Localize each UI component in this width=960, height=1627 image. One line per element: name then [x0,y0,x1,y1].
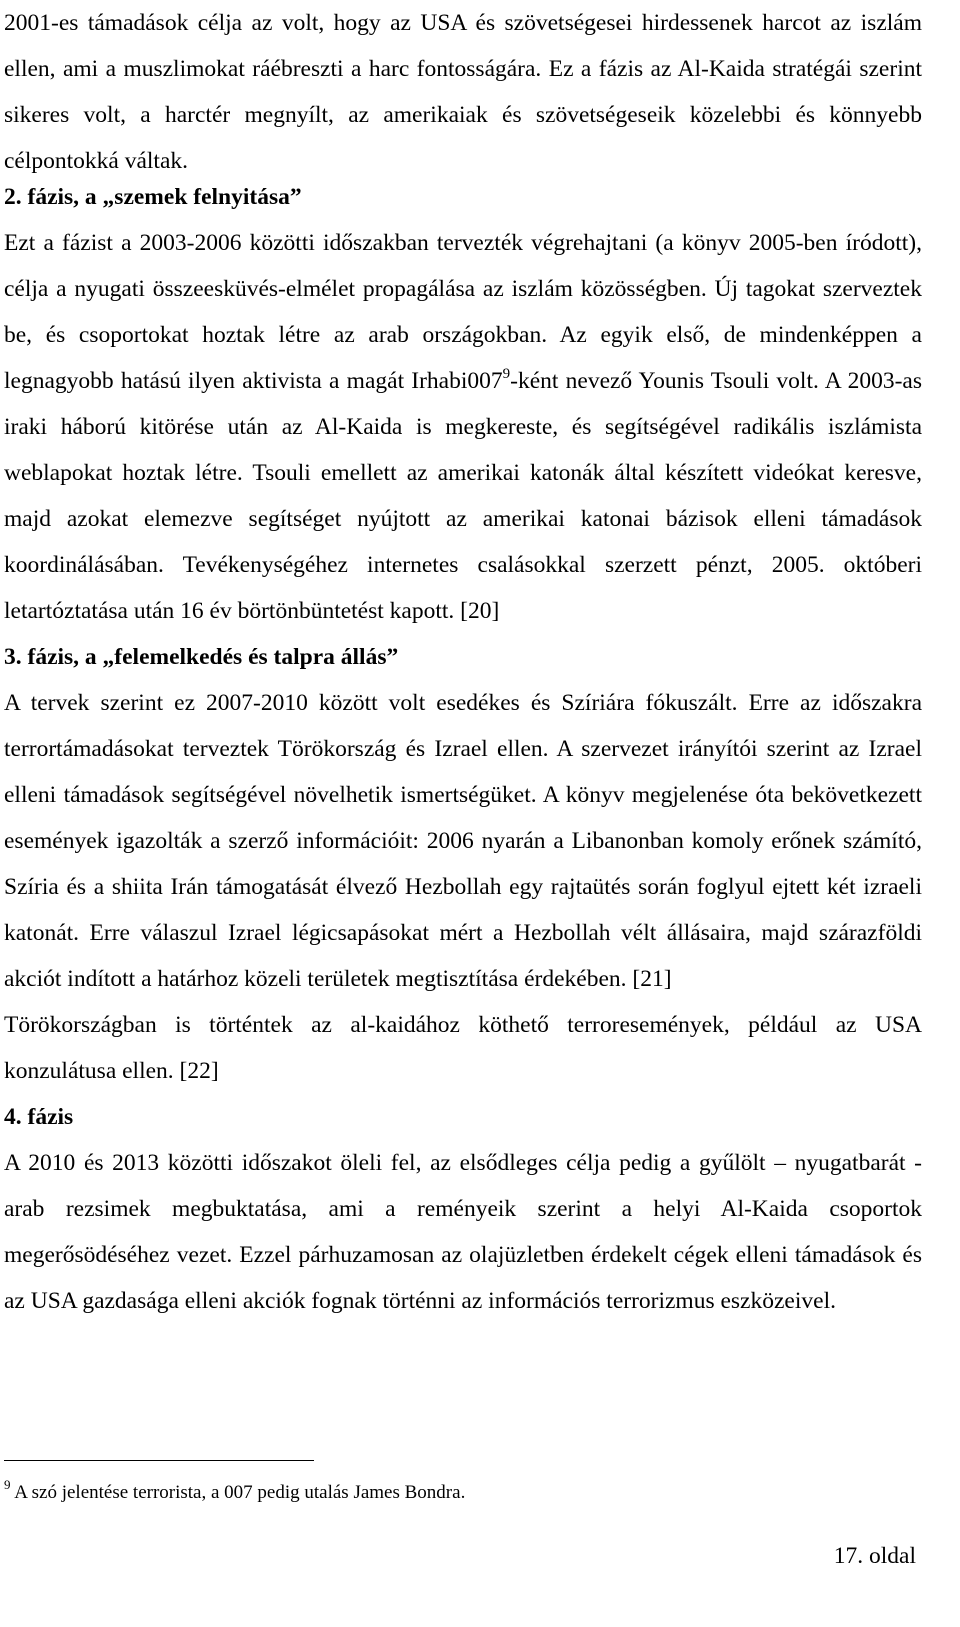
page-number: 17. oldal [833,1543,916,1569]
phase2-paragraph [4,220,922,634]
phase3-paragraph: A tervek szerint ez 2007-2010 között volt esedékes és Szíriára fókuszált. Erre az időszakra terrortámadásokat terveztek Törökország és Izrael ellen. A szervezet irányítói szerint az Izrael elleni támadások segítségével növelhetik ismertségüket. A könyv megjelenése óta bekövetkezett események igazolták a szerző információit: 2006 nyarán a Libanonban komoly erőnek számító, Szíria és a shiita Irán támogatását élvező Hezbollah egy rajtaütés során foglyul ejtett két izraeli katonát. Erre válaszul Izrael légicsapásokat mért a Hezbollah vélt állásaira, majd szárazföldi akciót indított a határhoz közeli területek megtisztítása érdekében. [21] [4,690,922,992]
body-section [4,174,922,1324]
footnote [4,1478,922,1508]
footnote-separator [4,1460,314,1461]
phase2-text-part1: Ezt a fázist a 2003-2006 közötti időszakban tervezték végrehajtani (a könyv 2005-ben íródott), célja a nyugati összeesküvés-elmélet propagálása az iszlám közösségben. Új tagokat szerveztek be, és csoportokat hoztak létre az arab országokban. Az egyik első, de mindenképpen a legnagyobb hatású ilyen aktivista a magát Irhabi007 [4,230,922,394]
phase3-heading: 3. fázis, a „felemelkedés és talpra állás” [4,644,399,670]
phase3-paragraph-2: Törökországban is történtek az al-kaidához köthető terroresemények, például az USA konzulátusa ellen. [22] [4,1012,922,1084]
phase2-text-part2: -ként nevező Younis Tsouli volt. A 2003-as iraki háború kitörése után az Al-Kaida is megkereste, és segítségével radikális iszlámista weblapokat hoztak létre. Tsouli emellett az amerikai katonák által készített videókat keresve, majd azokat elemezve segítséget nyújtott az amerikai katonai bázisok elleni támadások koordinálásában. Tevékenységéhez internetes csalásokkal szerzett pénzt, 2005. októberi letartóztatása után 16 év börtönbüntetést kapott. [20] [4,368,923,624]
footnote-reference: 9 [502,366,511,382]
footnote-text: A szó jelentése terrorista, a 007 pedig utalás James Bondra. [10,1482,466,1503]
intro-paragraph: 2001-es támadások célja az volt, hogy az USA és szövetségesei hirdessenek harcot az iszlám ellen, ami a muszlimokat ráébreszti a harc fontosságára. Ez a fázis az Al-Kaida stratégái szerint sikeres volt, a harctér megnyílt, az amerikaiak és szövetségeseik közelebbi és könnyebb célpontokká váltak. [4,10,922,174]
phase4-heading: 4. fázis [4,1104,74,1130]
intro-section [4,0,922,184]
phase2-heading: 2. fázis, a „szemek felnyitása” [4,184,302,210]
footnote-number: 9 [4,1477,11,1492]
phase4-paragraph: A 2010 és 2013 közötti időszakot öleli fel, az elsődleges célja pedig a gyűlölt – nyugatbarát - arab rezsimek megbuktatása, ami a reményeik szerint a helyi Al-Kaida csoportok megerősödéséhez vezet. Ezzel párhuzamosan az olajüzletben érdekelt cégek elleni támadások és az USA gazdasága elleni akciók fognak történni az információs terrorizmus eszközeivel. [4,1150,922,1314]
